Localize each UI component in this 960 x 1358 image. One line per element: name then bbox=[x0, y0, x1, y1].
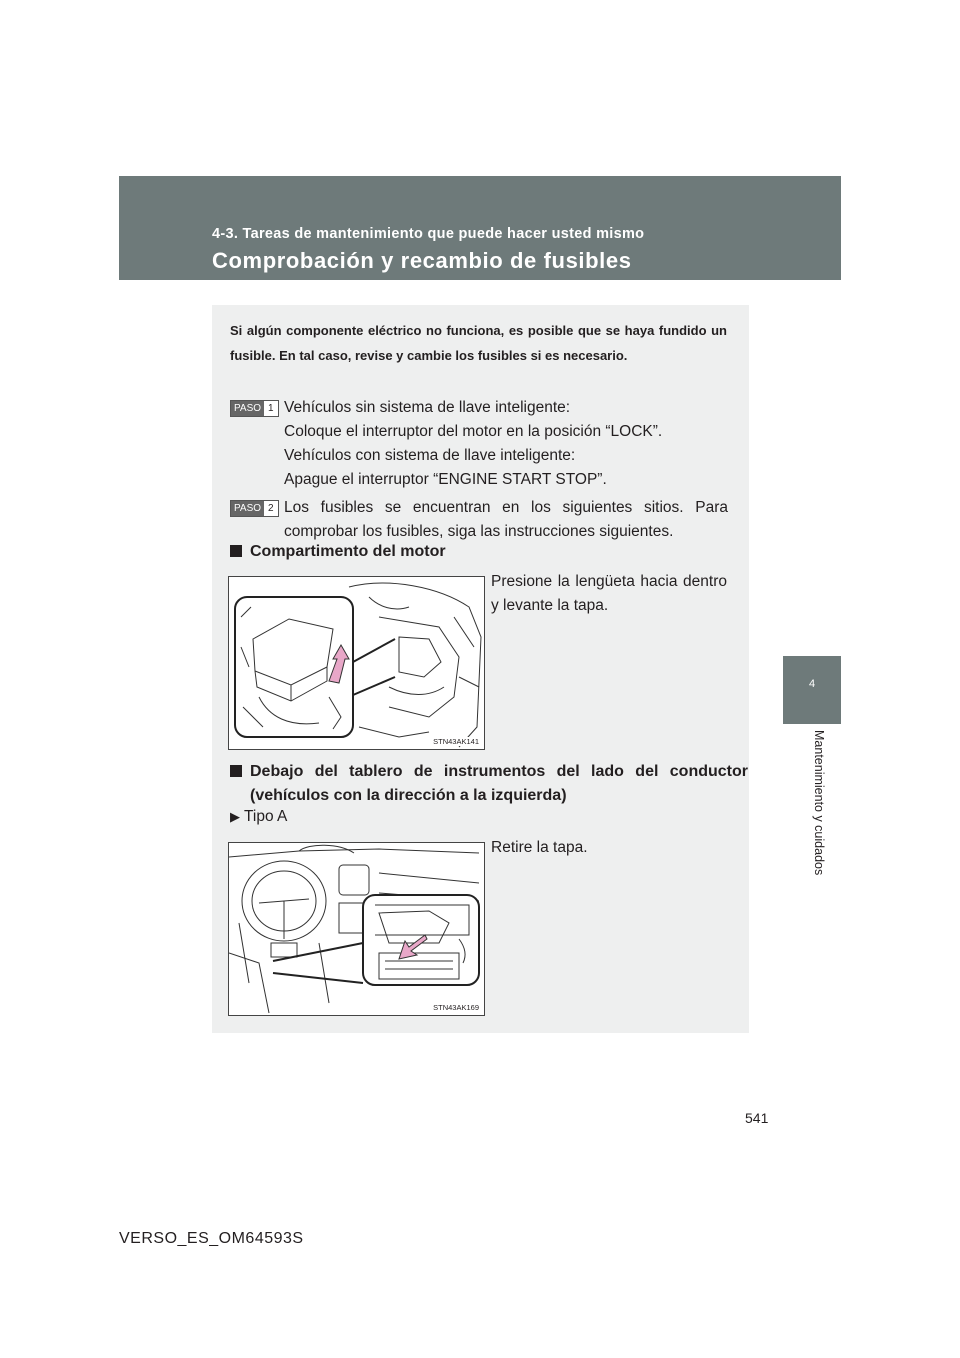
dash-illustration bbox=[228, 842, 485, 1016]
step-text: Vehículos sin sistema de llave inteligente: bbox=[284, 399, 571, 416]
engine-compartment-image bbox=[229, 577, 484, 749]
chapter-tab bbox=[783, 656, 841, 724]
step-text: Los fusibles se encuentran en los siguientes sitios. Para comprobar los fusibles, siga las instrucciones siguientes. bbox=[284, 499, 728, 540]
image-code: STN43AK169 bbox=[433, 1003, 479, 1012]
intro-text: Si algún componente eléctrico no funciona, es posible que se haya fundido un fusible. En tal caso, revise y cambie los fusibles si es necesario. bbox=[230, 323, 727, 363]
document-id: VERSO_ES_OM64593S bbox=[119, 1230, 304, 1247]
step-badge: PASO 2 bbox=[230, 500, 279, 517]
step-badge: PASO 1 bbox=[230, 400, 279, 417]
chapter-number: 4 bbox=[808, 678, 816, 690]
triangle-bullet-icon: ▶ bbox=[230, 809, 240, 824]
steps-list bbox=[230, 396, 728, 548]
step-1 bbox=[230, 396, 728, 492]
step-text: Vehículos con sistema de llave inteligente: bbox=[284, 447, 576, 464]
page-number: 541 bbox=[745, 1110, 769, 1126]
engine-heading: Compartimento del motor bbox=[230, 540, 446, 564]
engine-illustration bbox=[228, 576, 485, 750]
image-code: STN43AK141 bbox=[433, 737, 479, 746]
section-title: 4-3. Tareas de mantenimiento que puede hacer usted mismo bbox=[212, 226, 645, 242]
dash-heading: Debajo del tablero de instrumentos del lado del conductor (vehículos con la dirección a la izquierda) bbox=[230, 760, 748, 808]
chapter-label: Mantenimiento y cuidados bbox=[812, 730, 826, 876]
type-label: ▶ Tipo A bbox=[230, 808, 288, 825]
step-text: Coloque el interruptor del motor en la posición “LOCK”. bbox=[284, 423, 663, 440]
engine-caption: Presione la lengüeta hacia dentro y levante la tapa. bbox=[491, 573, 727, 614]
page-title: Comprobación y recambio de fusibles bbox=[212, 248, 632, 273]
step-2 bbox=[230, 496, 728, 544]
dash-caption: Retire la tapa. bbox=[491, 839, 588, 856]
dashboard-image bbox=[229, 843, 484, 1015]
step-text: Apague el interruptor “ENGINE START STOP”. bbox=[284, 471, 607, 488]
